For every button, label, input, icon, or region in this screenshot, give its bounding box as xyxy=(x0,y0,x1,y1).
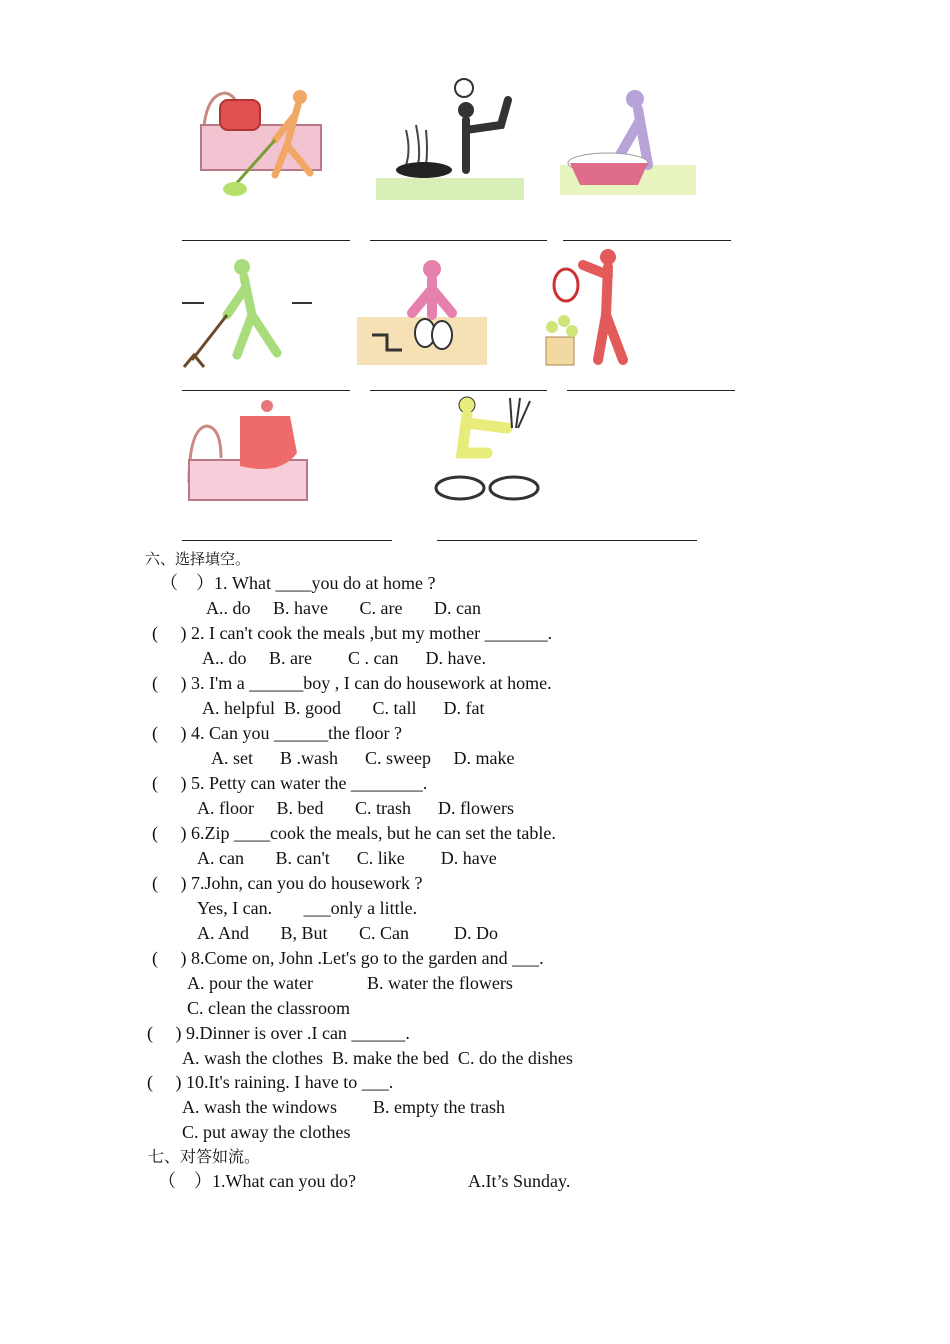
q7-stem: ( ) 7.John, can you do housework ? xyxy=(152,873,423,893)
q1-stem: （ ）1. What ____you do at home ? xyxy=(160,573,436,593)
answer-blank-1[interactable] xyxy=(182,240,350,241)
answer-blank-3[interactable] xyxy=(563,240,731,241)
cook-meals-picture xyxy=(376,70,524,202)
answer-blank-6[interactable] xyxy=(567,390,735,391)
q8-stem: ( ) 8.Come on, John .Let's go to the garden and ___. xyxy=(152,948,544,968)
q7-options: A. And B, But C. Can D. Do xyxy=(197,923,499,943)
answer-blank-4[interactable] xyxy=(182,390,350,391)
section6-title: 六、选择填空。 xyxy=(145,550,251,568)
q4-stem: ( ) 4. Can you ______the floor ? xyxy=(152,723,402,743)
q6-stem: ( ) 6.Zip ____cook the meals, but he can set the table. xyxy=(152,823,556,843)
answer-blank-7[interactable] xyxy=(182,540,392,541)
wash-dishes-picture xyxy=(357,255,487,370)
q9-stem: ( ) 9.Dinner is over .I can ______. xyxy=(147,1023,410,1043)
section7-a1: A.It’s Sunday. xyxy=(468,1171,571,1191)
q9-options: A. wash the clothes B. make the bed C. do the dishes xyxy=(182,1048,573,1068)
answer-blank-2[interactable] xyxy=(370,240,547,241)
q8-option-c: C. clean the classroom xyxy=(187,998,350,1018)
q2-stem: ( ) 2. I can't cook the meals ,but my mother _______. xyxy=(152,623,553,643)
q1-options: A.. do B. have C. are D. can xyxy=(206,598,481,618)
q5-stem: ( ) 5. Petty can water the ________. xyxy=(152,773,428,793)
q6-options: A. can B. can't C. like D. have xyxy=(197,848,497,868)
q10-stem: ( ) 10.It's raining. I have to ___. xyxy=(147,1072,394,1092)
answer-blank-5[interactable] xyxy=(370,390,547,391)
wash-clothes-picture xyxy=(560,75,696,203)
q5-options: A. floor B. bed C. trash D. flowers xyxy=(197,798,514,818)
q4-options: A. set B .wash C. sweep D. make xyxy=(211,748,515,768)
section7-title: 七、对答如流。 xyxy=(148,1147,261,1166)
section7-q1: （ ）1.What can you do? xyxy=(158,1171,356,1191)
water-flowers-picture xyxy=(538,245,643,370)
set-table-picture xyxy=(432,393,544,508)
q7-dialogue: Yes, I can. ___only a little. xyxy=(197,898,418,918)
q3-stem: ( ) 3. I'm a ______boy , I can do housework at home. xyxy=(152,673,552,693)
sweep-floor-bed-picture xyxy=(195,85,345,203)
q2-options: A.. do B. are C . can D. have. xyxy=(202,648,486,668)
sweep-floor-picture xyxy=(182,255,312,370)
make-bed-picture xyxy=(185,398,311,508)
q10-options-ab: A. wash the windows B. empty the trash xyxy=(182,1097,505,1117)
q10-option-c: C. put away the clothes xyxy=(182,1122,351,1142)
q8-options-ab: A. pour the water B. water the flowers xyxy=(187,973,513,993)
answer-blank-8[interactable] xyxy=(437,540,697,541)
q3-options: A. helpful B. good C. tall D. fat xyxy=(202,698,485,718)
